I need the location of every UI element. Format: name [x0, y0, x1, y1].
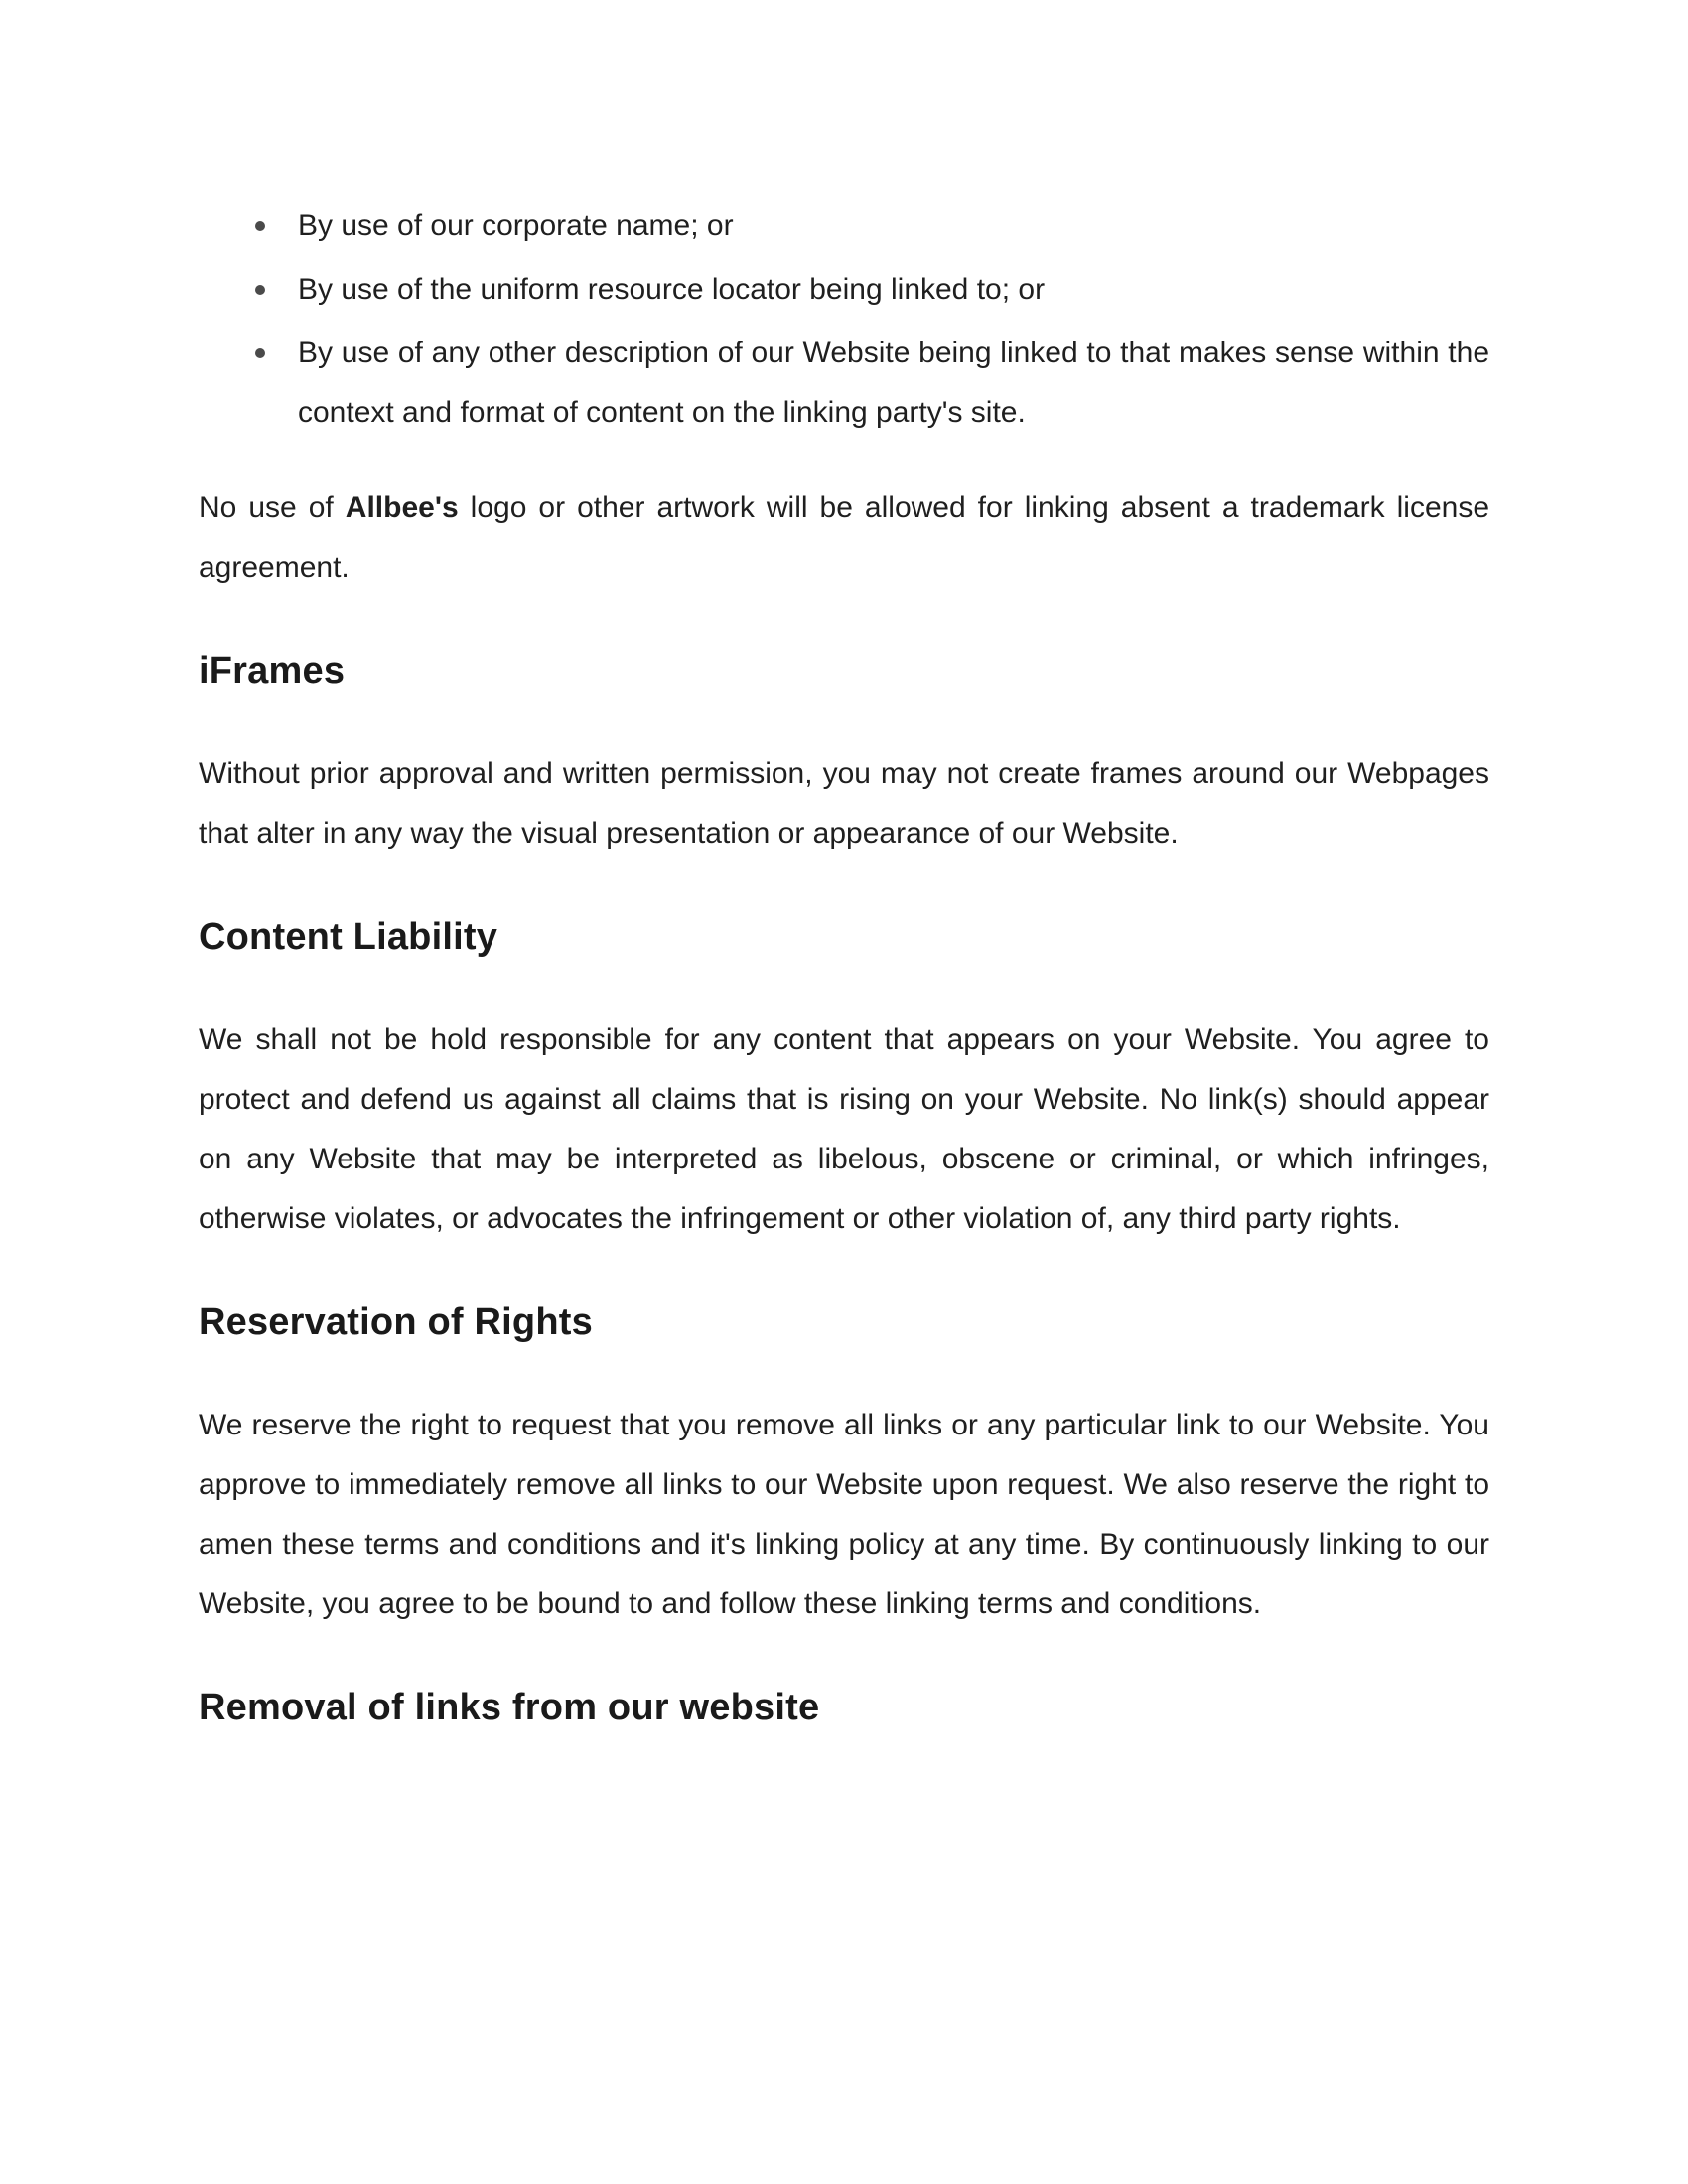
bullet-icon [255, 348, 265, 358]
section-heading-content-liability: Content Liability [199, 916, 498, 958]
list-item [199, 324, 1489, 443]
list-item-text: By use of any other description of our Website being linked to that makes sense within the context and format of content on the linking party's site. [298, 337, 1489, 429]
section-heading-removal-of-links: Removal of links from our website [199, 1687, 820, 1728]
section-heading-iframes: iFrames [199, 650, 346, 692]
bullet-icon [255, 285, 265, 295]
bullet-list [199, 197, 1489, 443]
content-liability-paragraph: We shall not be hold responsible for any content that appears on your Website. You agree to protect and defend us against all claims that is rising on your Website. No link(s) should appear on any Website that may be interpreted as libelous, obscene or criminal, or which infringes, otherwise violates, or advocates the infringement or other violation of, any third party rights. [199, 1024, 1489, 1235]
logo-usage-paragraph [199, 478, 1489, 598]
company-name-bold: Allbee's [345, 491, 459, 524]
bullet-icon [255, 221, 265, 231]
logo-usage-text-after: logo or other artwork will be allowed for linking absent a trademark license agreement. [199, 491, 1490, 584]
list-item [199, 197, 1489, 256]
logo-usage-text-before: No use of [199, 491, 346, 524]
reservation-of-rights-paragraph: We reserve the right to request that you remove all links or any particular link to our Website. You approve to immediately remove all links to our Website upon request. We also reserve the right to amen these terms and conditions and it's linking policy at any time. By continuously linking to our Website, you agree to be bound to and follow these linking terms and conditions. [199, 1409, 1489, 1620]
section-heading-reservation-of-rights: Reservation of Rights [199, 1301, 593, 1343]
list-item-text: By use of the uniform resource locator being linked to; or [298, 273, 1046, 306]
list-item-text: By use of our corporate name; or [298, 209, 734, 242]
list-item [199, 260, 1489, 320]
iframes-paragraph: Without prior approval and written permission, you may not create frames around our Webpages that alter in any way the visual presentation or appearance of our Website. [199, 757, 1489, 850]
